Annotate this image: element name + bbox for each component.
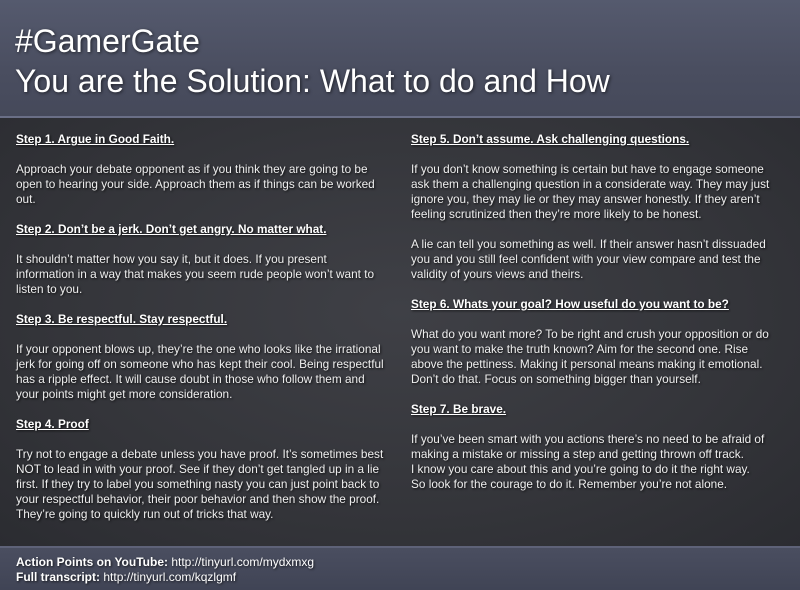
step-text: If you don’t know something is certain but have to engage someone ask them a challenging question in a considerate way. They may just ignore you, they may lie or they may answer honestly. If they aren’t feeling scrutinized then they’re more likely to be honest. bbox=[411, 162, 770, 221]
step-text: I know you care about this and you’re going to do it the right way. bbox=[411, 462, 750, 476]
step-text: If your opponent blows up, they’re the one who looks like the irrational jerk for going off on someone who has kept their cool. Being respectful has a ripple effect. It will cause doubt in those who follow them and your points might get more consideration. bbox=[16, 342, 384, 401]
youtube-link-row bbox=[16, 555, 800, 570]
step-title: Step 3. Be respectful. Stay respectful. bbox=[16, 312, 228, 326]
header-banner bbox=[0, 0, 800, 118]
page-title: You are the Solution: What to do and How bbox=[15, 63, 610, 99]
step-3 bbox=[16, 312, 386, 402]
step-text: Approach your debate opponent as if you think they are going to be open to hearing your side. Approach them as if things can be worked out. bbox=[16, 162, 375, 206]
left-column bbox=[16, 132, 386, 537]
step-title: Step 2. Don’t be a jerk. Don’t get angry. No matter what. bbox=[16, 222, 327, 236]
right-column bbox=[411, 132, 781, 507]
step-title: Step 5. Don’t assume. Ask challenging questions. bbox=[411, 132, 690, 146]
step-2 bbox=[16, 222, 386, 297]
hashtag-title: #GamerGate bbox=[15, 23, 200, 59]
step-text: Try not to engage a debate unless you have proof. It’s sometimes best NOT to lead in with your proof. See if they don’t get tangled up in a lie first. If they try to label you something nasty you can just point back to your respectful behavior, their poor behavior and then show the proof. They’re going to quickly run out of tricks that way. bbox=[16, 447, 384, 521]
step-1 bbox=[16, 132, 386, 207]
step-text: A lie can tell you something as well. If their answer hasn’t dissuaded you and you still feel confident with your view compare and test the validity of yours views and theirs. bbox=[411, 237, 766, 281]
youtube-label: Action Points on YouTube: bbox=[16, 555, 168, 569]
transcript-label: Full transcript: bbox=[16, 570, 101, 584]
step-text: What do you want more? To be right and crush your opposition or do you want to make the truth known? Aim for the second one. Rise above the pettiness. Making it personal means making it emotional. Don’t do that. Focus on something bigger than yourself. bbox=[411, 327, 769, 386]
step-title: Step 4. Proof bbox=[16, 417, 89, 431]
step-title: Step 1. Argue in Good Faith. bbox=[16, 132, 175, 146]
step-title: Step 6. Whats your goal? How useful do you want to be? bbox=[411, 297, 729, 311]
step-4 bbox=[16, 417, 386, 522]
steps-content bbox=[0, 118, 800, 546]
step-6 bbox=[411, 297, 781, 387]
step-title: Step 7. Be brave. bbox=[411, 402, 507, 416]
transcript-link-row bbox=[16, 570, 800, 585]
step-text: So look for the courage to do it. Remember you’re not alone. bbox=[411, 477, 728, 491]
step-7 bbox=[411, 402, 781, 492]
footer-links bbox=[0, 546, 800, 590]
transcript-link[interactable]: http://tinyurl.com/kqzlgmf bbox=[103, 570, 237, 584]
step-text: If you’ve been smart with you actions there’s no need to be afraid of making a mistake or missing a step and getting thrown off track. bbox=[411, 432, 765, 461]
youtube-link[interactable]: http://tinyurl.com/mydxmxg bbox=[171, 555, 315, 569]
step-5 bbox=[411, 132, 781, 282]
step-text: It shouldn’t matter how you say it, but it does. If you present information in a way that makes you seem rude people won’t want to listen to you. bbox=[16, 252, 375, 296]
